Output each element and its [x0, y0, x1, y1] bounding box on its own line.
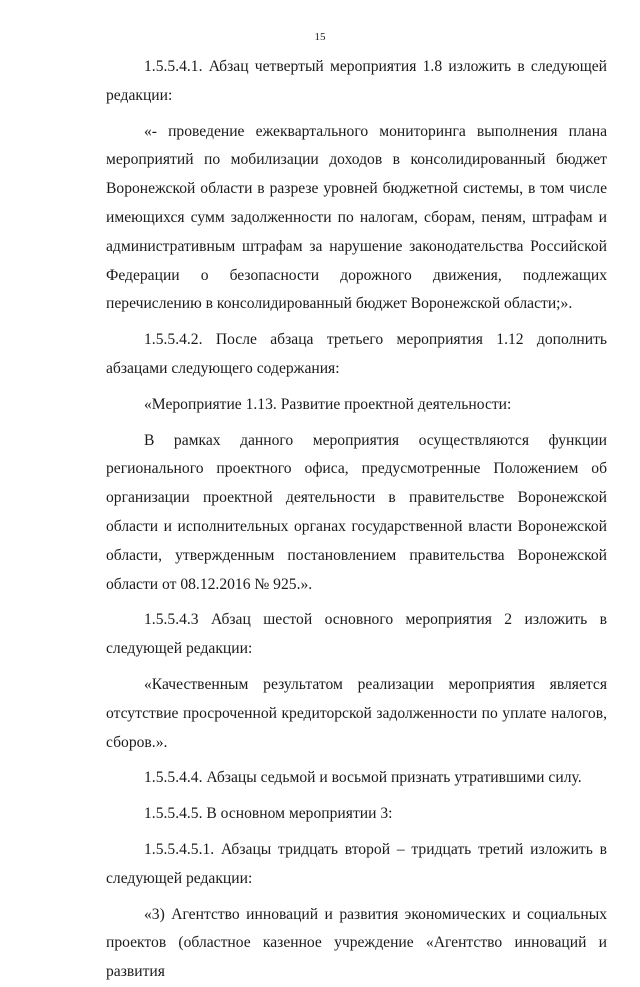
page-number: 15 — [314, 31, 326, 43]
paragraph: 1.5.5.4.5. В основном мероприятии 3: — [144, 805, 393, 823]
paragraph: «3) Агентство инноваций и развития экономических и социальных проектов (областное казенное учреждение «Агентство инноваций и развития — [106, 905, 607, 981]
paragraph: «Мероприятие 1.13. Развитие проектной деятельности: — [144, 395, 512, 413]
paragraph: В рамках данного мероприятия осуществляются функции регионального проектного офиса, предусмотренные Положением об организации проектной деятельности в правительстве Воронежской области и исполнительных органах государственной власти Воронежской области, утвержденным постановлением правительства Воронежской области от 08.12.2016 № 925.». — [106, 431, 607, 593]
paragraph: 1.5.5.4.5.1. Абзацы тридцать второй – тридцать третий изложить в следующей редакции: — [106, 840, 607, 887]
paragraph: 1.5.5.4.3 Абзац шестой основного мероприятия 2 изложить в следующей редакции: — [106, 611, 607, 658]
document-body — [106, 53, 607, 987]
paragraph: 1.5.5.4.1. Абзац четвертый мероприятия 1.8 изложить в следующей редакции: — [106, 58, 607, 104]
paragraph: «- проведение ежеквартального мониторинга выполнения плана мероприятий по мобилизации доходов в консолидированный бюджет Воронежской области в разрезе уровней бюджетной системы, в том числе имеющихся сумм задолженности по налогам, сборам, пеням, штрафам и административным штрафам за нарушение законодательства Российской Федерации о безопасности дорожного движения, подлежащих перечислению в консолидированный бюджет Воронежской области;». — [106, 122, 607, 313]
paragraph: 1.5.5.4.2. После абзаца третьего мероприятия 1.12 дополнить абзацами следующего содержания: — [106, 331, 607, 377]
paragraph: «Качественным результатом реализации мероприятия является отсутствие просроченной кредиторской задолженности по уплате налогов, сборов.». — [106, 675, 607, 751]
paragraph: 1.5.5.4.4. Абзацы седьмой и восьмой признать утратившими силу. — [144, 769, 582, 787]
